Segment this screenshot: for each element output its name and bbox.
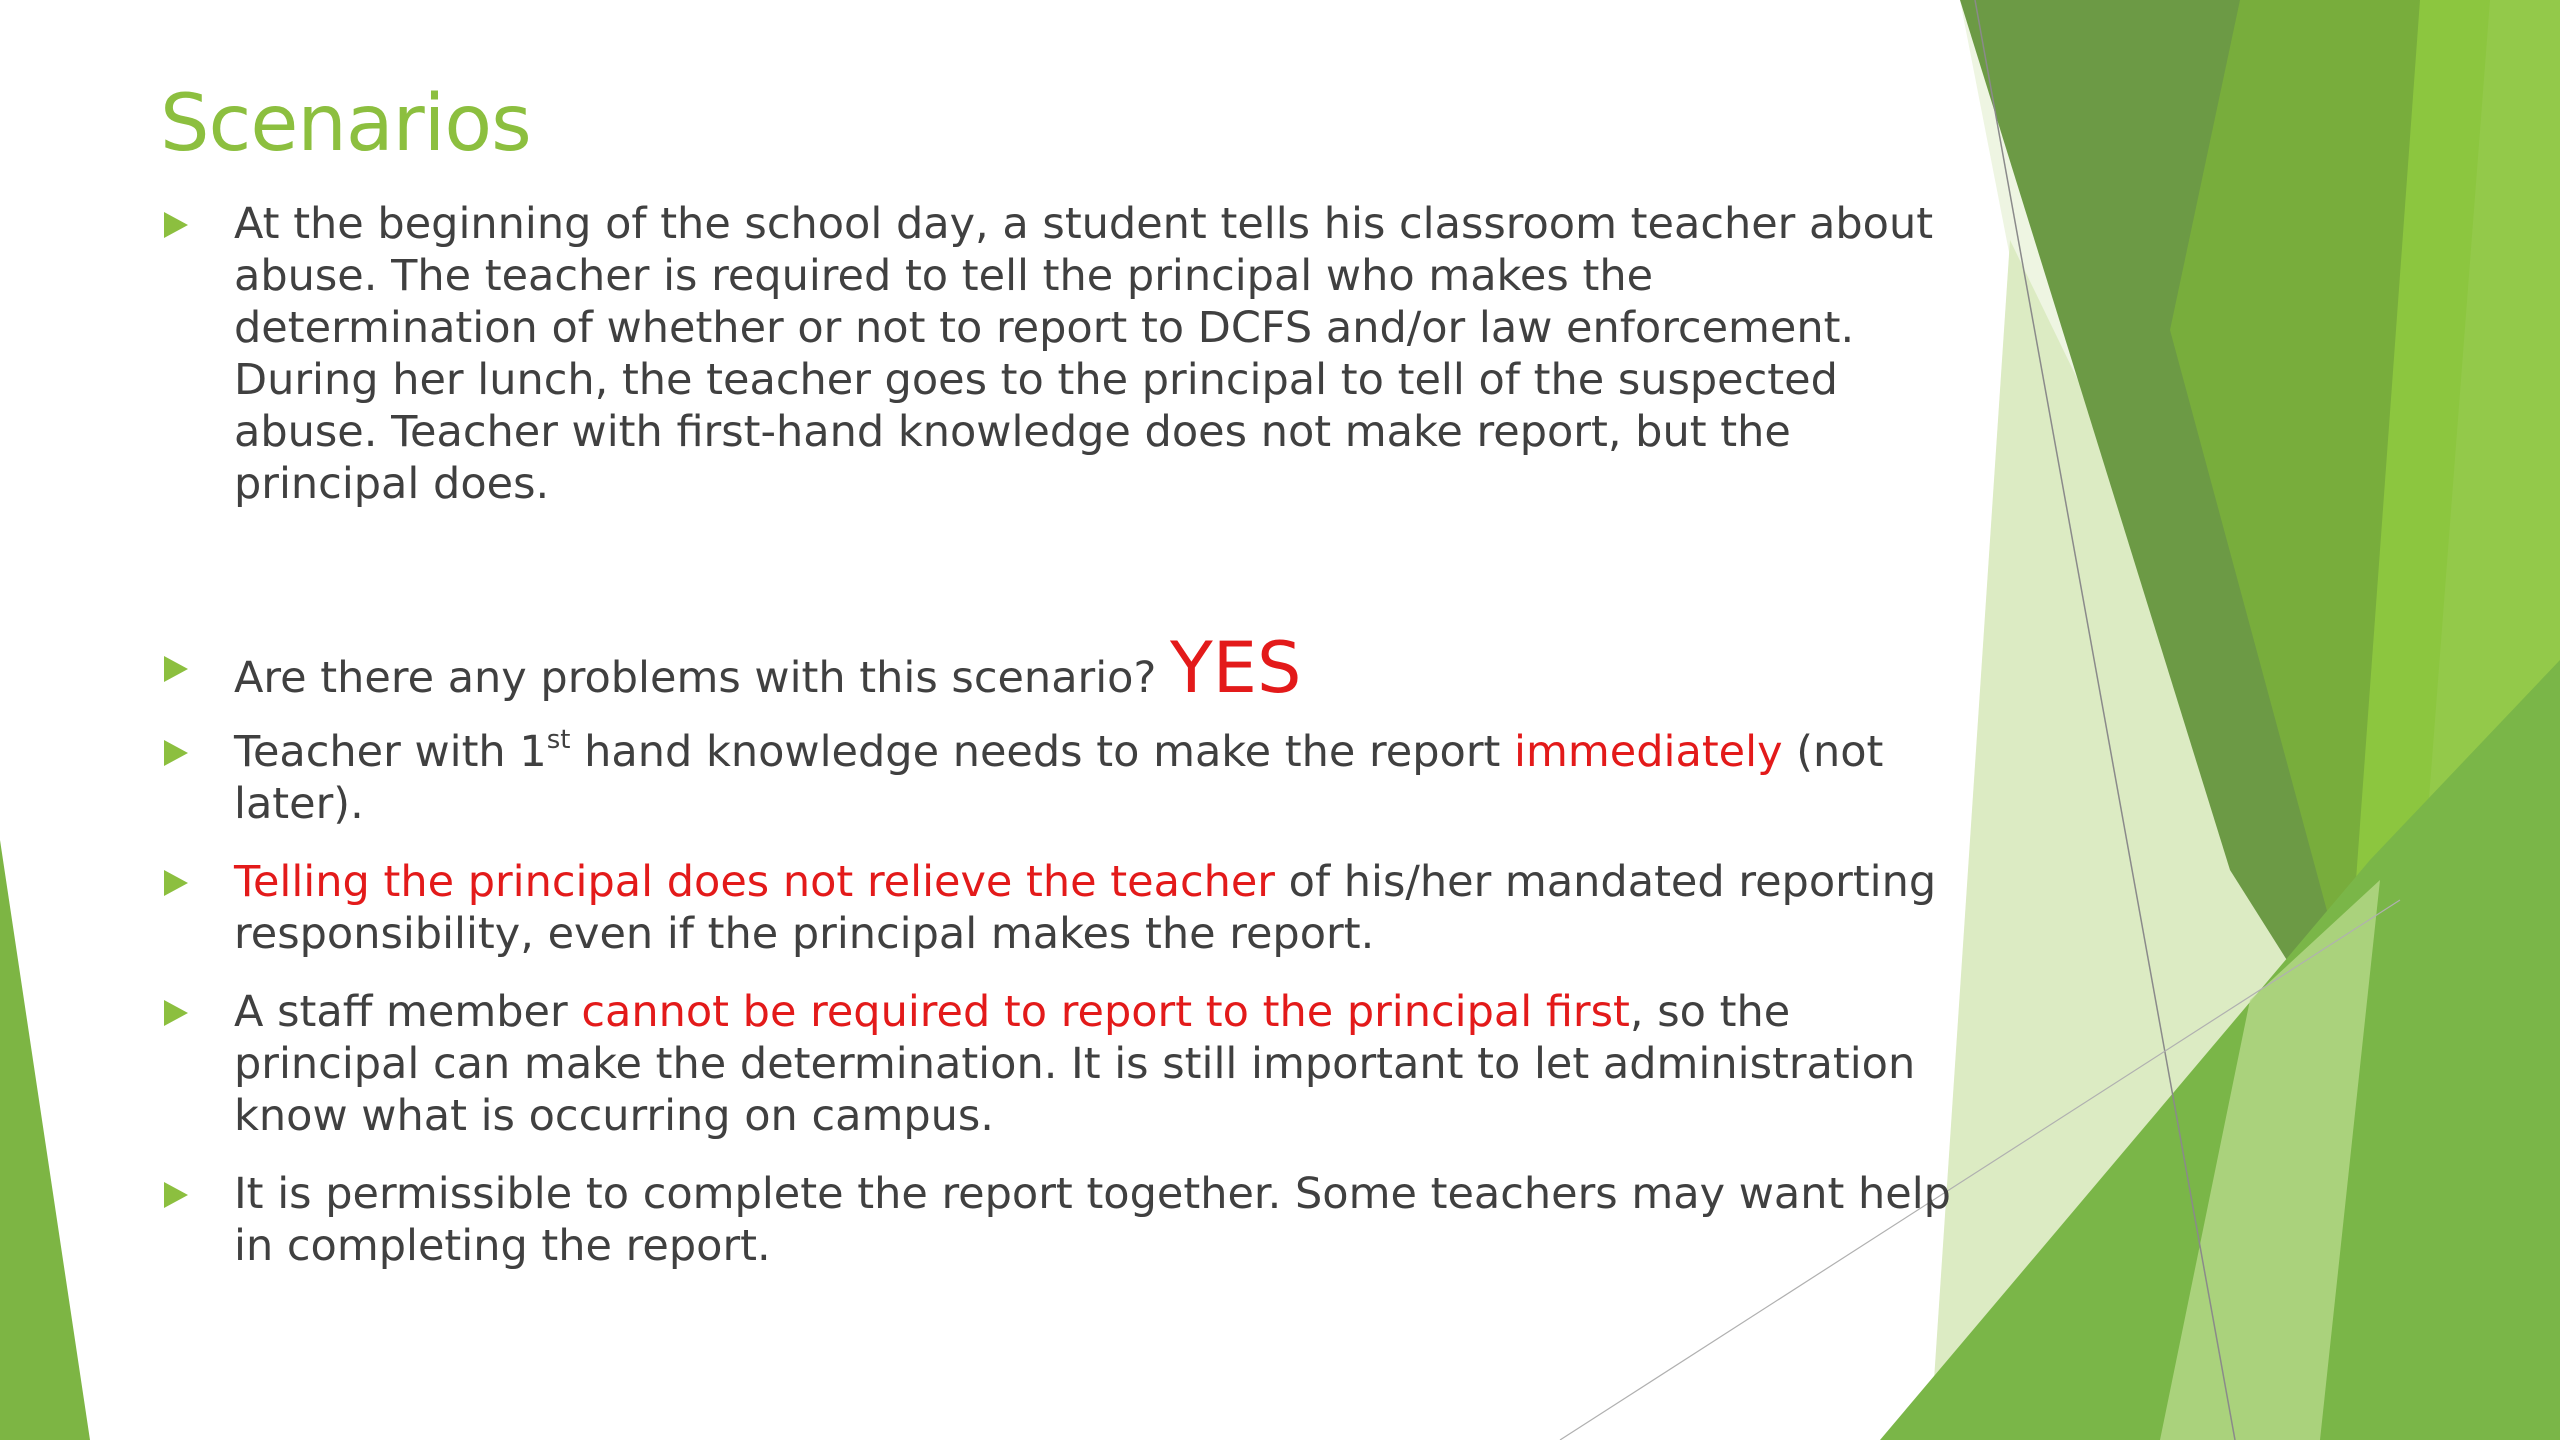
bullet-arrow-icon <box>164 1182 188 1208</box>
bullet-6 <box>234 1168 1954 1272</box>
bullet-6-text: It is permissible to complete the report together. Some teachers may want help in completing the report. <box>234 1169 1951 1271</box>
bullet-arrow-icon <box>164 870 188 896</box>
bullet-4 <box>234 856 1954 960</box>
bullet-3-text-b: hand knowledge needs to make the report <box>570 727 1515 777</box>
bullet-1 <box>234 198 1954 510</box>
superscript-st: st <box>546 725 571 755</box>
bullet-4-emphasis: Telling the principal does not relieve the teacher <box>234 857 1275 907</box>
left-green-shape <box>0 840 90 1440</box>
bullet-5-text-b: , so the principal can make the determination. It is still important to let administration know what is occurring on campus. <box>234 987 1916 1141</box>
bullet-5-text-a: A staff member <box>234 987 582 1037</box>
bullet-4-text: of his/her mandated reporting responsibility, even if the principal makes the report. <box>234 857 1937 959</box>
bullet-5-emphasis: cannot be required to report to the principal first <box>581 987 1630 1037</box>
bullet-3-text-c: (not later). <box>234 727 1884 829</box>
bullet-arrow-icon <box>164 656 188 682</box>
bullet-1-text: At the beginning of the school day, a student tells his classroom teacher about abuse. The teacher is required to tell the principal who makes the determination of whether or not to report to DCFS and/or law enforcement. During her lunch, the teacher goes to the principal to tell of the suspected abuse. Teacher with first-hand knowledge does not make report, but the principal does. <box>234 199 1934 509</box>
bullet-2 <box>234 627 1954 709</box>
bullet-3 <box>234 726 1954 830</box>
slide-title: Scenarios <box>160 79 531 169</box>
bullet-5 <box>234 986 1954 1142</box>
bullet-arrow-icon <box>164 1000 188 1026</box>
bullet-2-text: Are there any problems with this scenario? <box>234 653 1170 703</box>
bullet-arrow-icon <box>164 740 188 766</box>
immediately-emphasis: immediately <box>1514 727 1783 777</box>
bullet-arrow-icon <box>164 212 188 238</box>
yes-emphasis: YES <box>1169 627 1302 709</box>
bullet-3-text-a: Teacher with 1 <box>234 727 547 777</box>
